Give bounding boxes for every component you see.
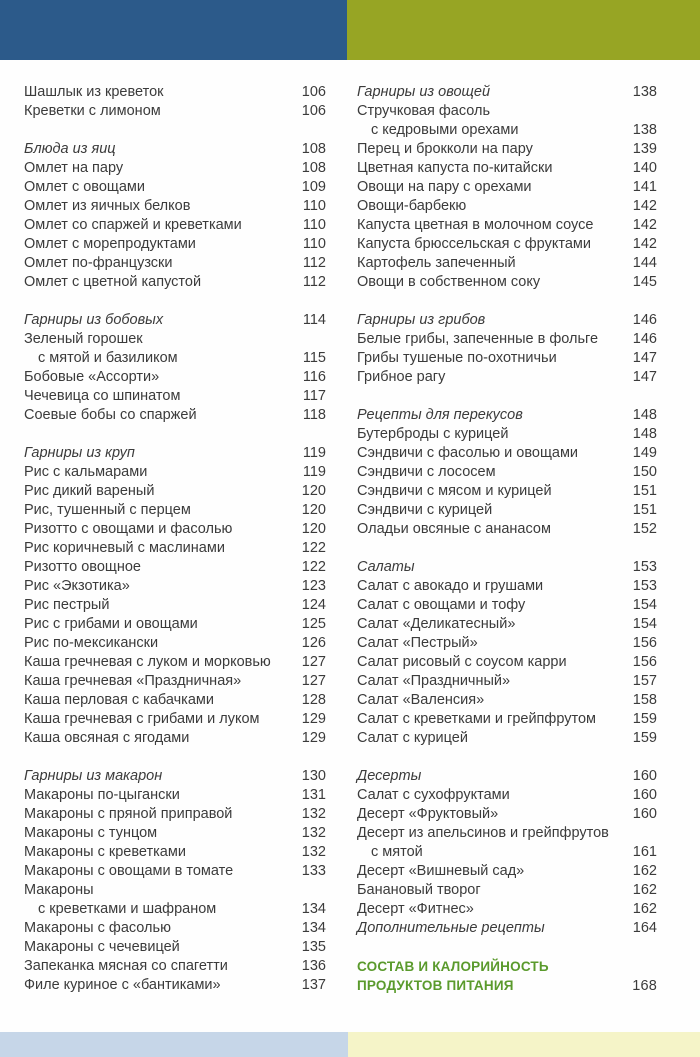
toc-entry-page: 119 [302,445,326,461]
toc-entry[interactable] [357,159,657,178]
toc-entry-page: 120 [301,483,326,499]
toc-entry[interactable] [24,938,326,957]
toc-entry[interactable] [24,254,326,273]
toc-entry-title: Омлет со спаржей и креветками [24,217,242,233]
toc-entry-page: 123 [301,578,326,594]
toc-entry-page: 120 [301,502,326,518]
toc-entry-title: Рис «Экзотика» [24,578,130,594]
toc-entry-title: Десерт «Вишневый сад» [357,863,525,879]
toc-entry-title: Креветки с лимоном [24,103,161,119]
toc-entry-page: 106 [301,103,326,119]
toc-entry-title: Десерт из апельсинов и грейпфрутов [357,825,609,841]
toc-entry[interactable] [24,463,326,482]
toc-entry-title: Омлет с овощами [24,179,145,195]
toc-entry-title: Омлет с морепродуктами [24,236,196,252]
toc-entry-page: 151 [632,483,657,499]
toc-entry-page: 168 [632,978,657,994]
toc-entry[interactable] [24,102,326,121]
toc-entry[interactable] [24,558,326,577]
toc-entry[interactable] [24,235,326,254]
toc-entry-title: Гарниры из грибов [357,312,486,328]
toc-entry-title: Десерт «Фруктовый» [357,806,499,822]
toc-entry-title: Омлет по-французски [24,255,173,271]
toc-entry-page: 130 [301,768,326,784]
toc-section [357,311,657,387]
toc-entry[interactable] [24,197,326,216]
toc-entry-page: 154 [632,616,657,632]
toc-entry-page: 116 [302,369,326,385]
toc-entry-page: 124 [301,597,326,613]
toc-entry-page: 147 [632,369,657,385]
toc-entry[interactable] [357,501,657,520]
toc-entry-title: Сэндвичи с фасолью и овощами [357,445,579,461]
toc-entry[interactable] [24,387,326,406]
toc-entry[interactable] [24,83,326,102]
toc-entry-page: 110 [302,198,326,214]
toc-entry-title: Макароны с чечевицей [24,939,180,955]
toc-entry-title: с мятой и базиликом [38,350,178,366]
toc-entry-page: 146 [632,312,657,328]
toc-entry-page: 154 [632,597,657,613]
toc-entry-page: 125 [301,616,326,632]
toc-entry-title: Блюда из яиц [24,141,116,157]
toc-entry-title: Салаты [357,559,415,575]
toc-entry-title: Стручковая фасоль [357,103,491,119]
toc-entry[interactable] [357,881,657,900]
toc-entry-page: 109 [301,179,326,195]
toc-entry-page: 110 [302,217,326,233]
toc-entry-title: Сэндвичи с лососем [357,464,496,480]
toc-entry-page: 153 [632,559,657,575]
toc-entry[interactable] [357,824,657,843]
toc-entry-title: Салат с креветками и грейпфрутом [357,711,597,727]
toc-entry-title: Картофель запеченный [357,255,516,271]
toc-entry-page: 106 [301,84,326,100]
toc-entry-page: 114 [302,312,326,328]
toc-final-heading-line2[interactable] [357,976,657,995]
toc-entry-title: Овощи-барбекю [357,198,467,214]
toc-entry-page: 108 [301,160,326,176]
toc-entry[interactable] [357,140,657,159]
toc-entry-title: Рис по-мексикански [24,635,159,651]
toc-entry-title: Макароны по-цыгански [24,787,180,803]
bottom-band-yellow [348,1032,700,1057]
toc-section-heading[interactable] [357,767,657,786]
toc-entry-page: 148 [632,426,657,442]
toc-entry-page: 160 [632,806,657,822]
toc-entry[interactable] [357,900,657,919]
toc-section [357,767,657,938]
toc-entry[interactable] [357,653,657,672]
toc-entry-page: 146 [632,331,657,347]
toc-entry-page: 138 [632,122,657,138]
toc-entry-title: Гарниры из овощей [357,84,491,100]
toc-entry[interactable] [357,520,657,539]
toc-entry-page: 152 [632,521,657,537]
toc-entry-title: Салат «Пестрый» [357,635,478,651]
toc-entry-title: Сэндвичи с мясом и курицей [357,483,552,499]
toc-entry-page: 139 [632,141,657,157]
toc-entry-page: 140 [632,160,657,176]
toc-entry[interactable] [357,843,657,862]
toc-entry-title: Цветная капуста по-китайски [357,160,553,176]
toc-entry-title: с кедровыми орехами [371,122,519,138]
toc-entry-title: СОСТАВ И КАЛОРИЙНОСТЬ [357,959,549,974]
toc-entry-page: 156 [632,635,657,651]
toc-section [24,444,326,748]
toc-section [24,83,326,121]
toc-entry-page: 145 [632,274,657,290]
toc-entry-page: 147 [632,350,657,366]
toc-entry[interactable] [357,368,657,387]
toc-entry-title: Каша овсяная с ягодами [24,730,190,746]
toc-entry[interactable] [24,900,326,919]
toc-entry-page: 158 [632,692,657,708]
toc-entry[interactable] [357,672,657,691]
toc-entry-page: 159 [632,730,657,746]
toc-entry-title: Омлет на пару [24,160,124,176]
toc-entry-page: 164 [632,920,657,936]
toc-entry[interactable] [24,653,326,672]
toc-entry-page: 162 [632,863,657,879]
toc-entry-title: Запеканка мясная со спагетти [24,958,228,974]
toc-entry-page: 127 [301,654,326,670]
toc-entry-title: с мятой [371,844,423,860]
toc-entry[interactable] [24,216,326,235]
toc-section [24,767,326,995]
toc-entry[interactable] [357,425,657,444]
toc-entry[interactable] [357,216,657,235]
toc-entry-page: 150 [632,464,657,480]
toc-entry-title: Рис с грибами и овощами [24,616,198,632]
toc-entry-title: Соевые бобы со спаржей [24,407,197,423]
toc-right-column [357,83,657,995]
toc-entry-page: 132 [301,806,326,822]
toc-entry[interactable] [357,786,657,805]
toc-entry[interactable] [24,349,326,368]
toc-entry-page: 115 [302,350,326,366]
toc-entry-page: 159 [632,711,657,727]
toc-entry-title: Макароны с креветками [24,844,186,860]
toc-entry[interactable] [24,862,326,881]
toc-entry[interactable] [357,349,657,368]
toc-entry[interactable] [24,672,326,691]
toc-entry-page: 131 [301,787,326,803]
toc-entry[interactable] [24,577,326,596]
toc-entry-title: Салат рисовый с соусом карри [357,654,567,670]
toc-entry-page: 112 [302,274,326,290]
toc-entry-page: 160 [632,768,657,784]
toc-entry-title: Овощи в собственном соку [357,274,541,290]
top-band-green [347,0,700,60]
toc-entry-page: 135 [301,939,326,955]
toc-entry-page: 122 [301,559,326,575]
toc-entry-title: Шашлык из креветок [24,84,164,100]
toc-entry-title: Рис с кальмарами [24,464,148,480]
toc-entry-title: Филе куриное с «бантиками» [24,977,221,993]
toc-entry-title: Салат «Праздничный» [357,673,511,689]
toc-entry-title: Салат с сухофруктами [357,787,510,803]
toc-entry-title: Салат «Деликатесный» [357,616,516,632]
toc-entry-title: Белые грибы, запеченные в фольге [357,331,599,347]
toc-entry-page: 142 [632,217,657,233]
toc-entry[interactable] [24,501,326,520]
toc-entry-title: Омлет из яичных белков [24,198,191,214]
toc-entry[interactable] [24,520,326,539]
toc-entry[interactable] [357,444,657,463]
toc-entry[interactable] [24,710,326,729]
toc-entry[interactable] [357,577,657,596]
toc-section-heading[interactable] [357,83,657,102]
toc-entry-title: Рис пестрый [24,597,110,613]
toc-entry[interactable] [357,615,657,634]
toc-entry-page: 142 [632,198,657,214]
toc-section [357,406,657,539]
toc-entry-title: Банановый творог [357,882,481,898]
toc-entry-title: Ризотто овощное [24,559,141,575]
toc-entry-title: Бобовые «Ассорти» [24,369,160,385]
toc-entry-page: 137 [301,977,326,993]
toc-entry-title: Капуста цветная в молочном соусе [357,217,594,233]
toc-entry-title: Зеленый горошек [24,331,143,347]
toc-entry[interactable] [24,482,326,501]
toc-entry-title: Гарниры из бобовых [24,312,164,328]
toc-entry-page: 160 [632,787,657,803]
toc-entry-page: 134 [301,920,326,936]
toc-entry-page: 117 [302,388,326,404]
toc-entry[interactable] [357,710,657,729]
toc-entry[interactable] [357,102,657,121]
toc-entry[interactable] [24,843,326,862]
toc-entry[interactable] [357,273,657,292]
toc-entry-title: Макароны [24,882,94,898]
toc-entry-title: Десерт «Фитнес» [357,901,474,917]
toc-entry-title: Салат с овощами и тофу [357,597,526,613]
toc-entry-page: 134 [301,901,326,917]
toc-entry-title: Сэндвичи с курицей [357,502,493,518]
toc-entry-page: 129 [301,730,326,746]
toc-entry-page: 126 [301,635,326,651]
toc-entry[interactable] [24,786,326,805]
toc-entry-title: Ризотто с овощами и фасолью [24,521,233,537]
toc-entry[interactable] [357,919,657,938]
toc-entry[interactable] [24,273,326,292]
toc-entry[interactable] [24,957,326,976]
toc-entry-page: 162 [632,882,657,898]
toc-section-heading[interactable] [357,406,657,425]
toc-entry-title: Каша гречневая «Праздничная» [24,673,242,689]
toc-entry[interactable] [357,463,657,482]
toc-entry[interactable] [357,121,657,140]
toc-entry-title: Салат с курицей [357,730,468,746]
toc-entry-page: 133 [301,863,326,879]
toc-entry[interactable] [357,330,657,349]
toc-entry-page: 119 [302,464,326,480]
toc-entry-title: Салат «Валенсия» [357,692,485,708]
toc-entry[interactable] [24,330,326,349]
toc-entry-title: Салат с авокадо и грушами [357,578,544,594]
toc-entry-page: 142 [632,236,657,252]
toc-entry[interactable] [357,634,657,653]
toc-entry[interactable] [24,691,326,710]
toc-entry[interactable] [24,406,326,425]
toc-entry-page: 128 [301,692,326,708]
toc-entry-title: ПРОДУКТОВ ПИТАНИЯ [357,978,514,993]
toc-entry[interactable] [357,729,657,748]
toc-section [357,83,657,292]
toc-entry-page: 120 [301,521,326,537]
toc-entry[interactable] [24,368,326,387]
toc-entry-page: 162 [632,901,657,917]
toc-final-section [357,957,657,995]
toc-entry-page: 129 [301,711,326,727]
toc-entry[interactable] [357,805,657,824]
toc-entry-title: Капуста брюссельская с фруктами [357,236,591,252]
toc-entry-title: Дополнительные рецепты [357,920,545,936]
toc-entry[interactable] [24,919,326,938]
toc-entry[interactable] [357,596,657,615]
toc-entry-title: Перец и брокколи на пару [357,141,533,157]
toc-section-heading[interactable] [24,444,326,463]
toc-entry[interactable] [357,235,657,254]
toc-entry-page: 118 [302,407,326,423]
toc-entry-page: 151 [632,502,657,518]
toc-section-heading[interactable] [24,140,326,159]
toc-entry-title: Каша перловая с кабачками [24,692,214,708]
toc-entry[interactable] [357,178,657,197]
toc-entry-title: Бутерброды с курицей [357,426,509,442]
toc-entry-page: 112 [302,255,326,271]
toc-entry[interactable] [24,159,326,178]
toc-entry-title: Каша гречневая с луком и морковью [24,654,271,670]
toc-section [24,140,326,292]
toc-entry[interactable] [357,482,657,501]
toc-entry-title: Каша гречневая с грибами и луком [24,711,260,727]
toc-entry-page: 138 [632,84,657,100]
toc-section-heading[interactable] [357,311,657,330]
toc-entry-title: Овощи на пару с орехами [357,179,532,195]
toc-entry-title: Десерты [357,768,422,784]
toc-section-heading[interactable] [357,558,657,577]
toc-entry[interactable] [24,615,326,634]
toc-entry-page: 157 [632,673,657,689]
toc-entry[interactable] [357,197,657,216]
toc-entry[interactable] [24,805,326,824]
toc-section [357,558,657,748]
toc-entry-title: Рецепты для перекусов [357,407,523,423]
toc-entry[interactable] [24,729,326,748]
toc-entry-page: 144 [632,255,657,271]
toc-entry-title: Грибное рагу [357,369,446,385]
top-band-blue [0,0,347,60]
toc-entry-page: 127 [301,673,326,689]
toc-entry-title: Грибы тушеные по-охотничьи [357,350,557,366]
toc-entry-title: с креветками и шафраном [38,901,217,917]
toc-entry-title: Гарниры из круп [24,445,135,461]
toc-entry-title: Гарниры из макарон [24,768,163,784]
toc-entry-page: 141 [632,179,657,195]
toc-left-column [24,83,326,1014]
toc-entry[interactable] [24,596,326,615]
toc-entry-title: Макароны с пряной приправой [24,806,233,822]
toc-entry-page: 156 [632,654,657,670]
toc-entry-page: 148 [632,407,657,423]
toc-entry-page: 132 [301,844,326,860]
toc-entry[interactable] [357,691,657,710]
toc-entry[interactable] [24,178,326,197]
toc-entry-page: 136 [301,958,326,974]
toc-entry-page: 132 [301,825,326,841]
toc-entry-page: 122 [301,540,326,556]
toc-section [24,311,326,425]
toc-entry[interactable] [24,634,326,653]
toc-entry[interactable] [357,862,657,881]
toc-entry-title: Макароны с овощами в томате [24,863,234,879]
toc-entry[interactable] [357,254,657,273]
toc-entry-title: Оладьи овсяные с ананасом [357,521,551,537]
toc-section-heading[interactable] [24,311,326,330]
toc-entry-page: 153 [632,578,657,594]
toc-entry-title: Чечевица со шпинатом [24,388,181,404]
bottom-band-blue [0,1032,348,1057]
toc-entry[interactable] [24,824,326,843]
toc-entry-title: Рис, тушенный с перцем [24,502,191,518]
toc-entry-page: 149 [632,445,657,461]
toc-entry-title: Рис дикий вареный [24,483,155,499]
toc-entry-title: Рис коричневый с маслинами [24,540,225,556]
toc-entry[interactable] [24,881,326,900]
toc-section-heading[interactable] [24,767,326,786]
toc-entry-page: 161 [632,844,657,860]
toc-entry[interactable] [24,539,326,558]
toc-entry[interactable] [24,976,326,995]
toc-final-heading-line1[interactable] [357,957,657,976]
toc-entry-title: Макароны с тунцом [24,825,158,841]
toc-entry-title: Омлет с цветной капустой [24,274,202,290]
toc-entry-page: 110 [302,236,326,252]
toc-entry-page: 108 [301,141,326,157]
toc-entry-title: Макароны с фасолью [24,920,171,936]
